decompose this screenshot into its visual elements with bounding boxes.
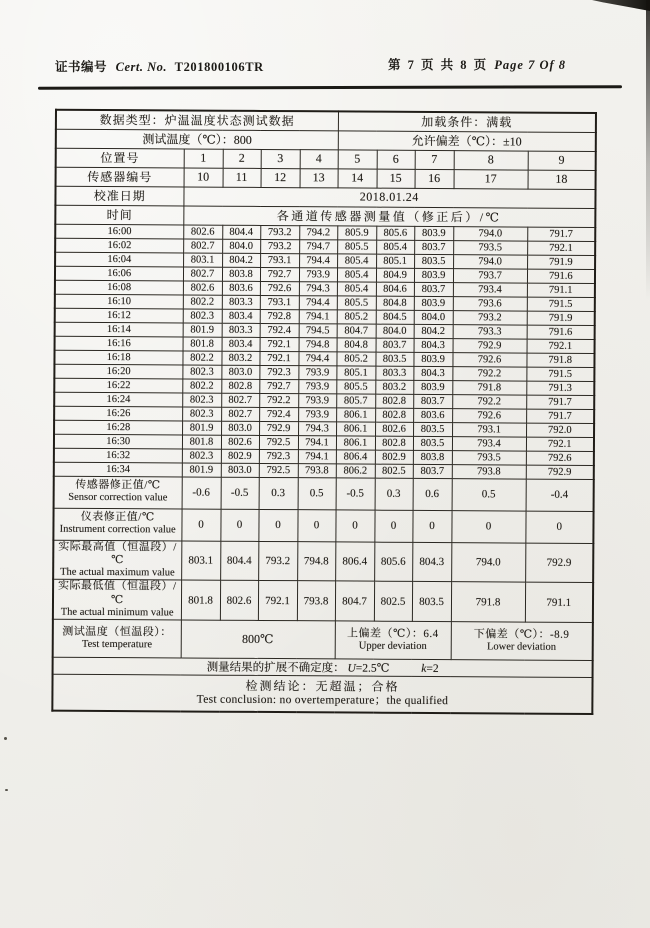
conclusion-cell bbox=[52, 675, 592, 714]
reading-value-cell: 793.8 bbox=[298, 463, 336, 477]
value-cell: 0 bbox=[297, 509, 335, 541]
reading-value-cell: 792.2 bbox=[452, 394, 526, 408]
reading-value-cell: 803.0 bbox=[221, 421, 259, 435]
reading-value-cell: 802.9 bbox=[375, 450, 413, 464]
reading-value-cell: 803.1 bbox=[183, 252, 222, 266]
reading-value-cell: 791.9 bbox=[527, 255, 595, 269]
value-cell: 794.8 bbox=[297, 541, 335, 581]
reading-value-cell: 791.3 bbox=[526, 381, 594, 395]
actual-maximum-zh: 实际最高值（恒温段）/℃ bbox=[58, 540, 177, 566]
time-cell: 16:30 bbox=[54, 434, 182, 449]
value-cell: 0 bbox=[335, 509, 374, 541]
value-cell: 791.8 bbox=[451, 582, 525, 622]
reading-value-cell: 803.0 bbox=[221, 463, 259, 477]
actual-maximum-label bbox=[53, 540, 181, 581]
reading-value-cell: 804.9 bbox=[376, 268, 414, 282]
reading-value-cell: 804.3 bbox=[413, 366, 452, 380]
reading-value-cell: 802.9 bbox=[221, 449, 259, 463]
reading-value-cell: 792.4 bbox=[259, 407, 298, 421]
value-cell: 794.0 bbox=[451, 542, 525, 582]
reading-value-cell: 793.1 bbox=[260, 253, 299, 267]
reading-value-cell: 801.9 bbox=[182, 420, 221, 434]
value-cell: -0.5 bbox=[336, 477, 375, 509]
reading-value-cell: 802.5 bbox=[375, 464, 413, 478]
value-cell: 7 bbox=[415, 150, 454, 169]
row-actual-minimum bbox=[53, 580, 593, 623]
value-cell: 0.3 bbox=[259, 477, 298, 509]
reading-value-cell: 802.8 bbox=[375, 408, 413, 422]
reading-value-cell: 792.8 bbox=[260, 309, 299, 323]
reading-value-cell: 792.9 bbox=[259, 421, 298, 435]
time-cell: 16:34 bbox=[54, 462, 182, 477]
test-temp-zh: 测试温度（恒温段）： bbox=[62, 625, 172, 639]
upper-deviation-en: Upper deviation bbox=[358, 640, 427, 653]
reading-value-cell: 793.1 bbox=[452, 422, 526, 436]
reading-value-cell: 803.5 bbox=[413, 422, 452, 436]
reading-value-cell: 792.5 bbox=[259, 463, 298, 477]
reading-value-cell: 802.8 bbox=[221, 379, 259, 393]
actual-minimum-en: The actual minimum value bbox=[60, 606, 174, 619]
reading-value-cell: 802.6 bbox=[183, 224, 222, 238]
reading-value-cell: 805.5 bbox=[336, 379, 375, 393]
reading-value-cell: 803.9 bbox=[414, 296, 453, 310]
reading-value-cell: 794.5 bbox=[299, 323, 337, 337]
row-test-temp-deviation bbox=[53, 620, 593, 661]
reading-value-cell: 791.7 bbox=[526, 409, 594, 423]
cert-number: T201800106TR bbox=[174, 60, 264, 74]
upper-deviation-zh: 上偏差（℃）：6.4 bbox=[347, 627, 439, 641]
reading-value-cell: 793.1 bbox=[260, 295, 299, 309]
reading-value-cell: 792.1 bbox=[527, 339, 595, 353]
reading-value-cell: 793.2 bbox=[260, 225, 299, 239]
reading-value-cell: 791.8 bbox=[526, 353, 594, 367]
value-cell: 0.5 bbox=[452, 478, 526, 510]
reading-value-cell: 793.9 bbox=[298, 379, 336, 393]
reading-value-cell: 792.6 bbox=[452, 352, 526, 366]
sensor-correction-label bbox=[54, 476, 182, 509]
reading-value-cell: 793.7 bbox=[453, 268, 527, 282]
reading-value-cell: 792.5 bbox=[259, 435, 298, 449]
page-number-line bbox=[388, 55, 566, 73]
sensor-correction-en: Sensor correction value bbox=[68, 492, 168, 504]
sensor-correction-zh: 传感器修正值/℃ bbox=[75, 478, 161, 492]
actual-maximum-en: The actual maximum value bbox=[60, 566, 175, 579]
time-cell: 16:20 bbox=[54, 364, 182, 379]
reading-value-cell: 801.8 bbox=[182, 434, 221, 448]
reading-value-cell: 791.8 bbox=[452, 380, 526, 394]
uncertainty-k-symbol: k bbox=[421, 663, 427, 676]
value-cell: 8 bbox=[454, 150, 528, 169]
value-cell: 6 bbox=[377, 150, 415, 169]
value-cell: 804.3 bbox=[412, 542, 451, 582]
page-info-en: Page 7 Of 8 bbox=[494, 58, 567, 72]
reading-value-cell: 803.7 bbox=[414, 282, 453, 296]
reading-value-cell: 804.0 bbox=[222, 239, 260, 253]
reading-value-cell: 802.7 bbox=[221, 407, 259, 421]
reading-value-cell: 794.3 bbox=[298, 421, 336, 435]
reading-value-cell: 793.9 bbox=[299, 267, 337, 281]
reading-value-cell: 805.4 bbox=[337, 253, 376, 267]
row-sensor-correction bbox=[54, 476, 594, 511]
test-temp-label bbox=[53, 620, 181, 659]
value-cell: 804.4 bbox=[220, 541, 258, 581]
lower-deviation-cell bbox=[451, 622, 593, 661]
reading-value-cell: 805.5 bbox=[337, 295, 376, 309]
value-cell: 793.8 bbox=[297, 581, 335, 621]
scan-speck bbox=[5, 789, 8, 791]
reading-value-cell: 806.2 bbox=[336, 463, 375, 477]
value-cell: 803.5 bbox=[412, 582, 451, 622]
reading-value-cell: 805.4 bbox=[337, 281, 376, 295]
test-temp-value-cell: 800℃ bbox=[181, 620, 335, 659]
reading-value-cell: 805.2 bbox=[336, 351, 375, 365]
reading-value-cell: 804.2 bbox=[222, 253, 260, 267]
reading-value-cell: 802.2 bbox=[182, 378, 221, 392]
time-cell: 16:10 bbox=[55, 294, 183, 309]
value-cell: 3 bbox=[261, 149, 300, 168]
value-cell: 1 bbox=[184, 148, 223, 167]
reading-value-cell: 802.8 bbox=[375, 394, 413, 408]
instrument-correction-zh: 仪表修正值/℃ bbox=[80, 510, 155, 524]
reading-value-cell: 793.5 bbox=[453, 240, 527, 254]
reading-value-cell: 803.9 bbox=[413, 352, 452, 366]
scan-edge-shadow bbox=[646, 0, 650, 300]
row-conclusion bbox=[52, 675, 592, 714]
reading-value-cell: 792.3 bbox=[259, 365, 298, 379]
reading-value-cell: 802.7 bbox=[221, 393, 259, 407]
time-cell: 16:04 bbox=[55, 252, 183, 267]
value-cell: 803.1 bbox=[181, 540, 220, 580]
reading-value-cell: 792.7 bbox=[260, 267, 299, 281]
value-cell: 792.1 bbox=[258, 581, 297, 621]
instrument-correction-en: Instrument correction value bbox=[59, 524, 176, 536]
time-cell: 16:16 bbox=[55, 336, 183, 351]
row-actual-maximum bbox=[53, 540, 593, 583]
reading-value-cell: 802.6 bbox=[221, 435, 259, 449]
reading-value-cell: 792.1 bbox=[260, 337, 299, 351]
reading-value-cell: 803.9 bbox=[414, 226, 453, 240]
value-cell: 805.6 bbox=[374, 542, 412, 582]
value-cell: 804.7 bbox=[335, 581, 374, 621]
actual-minimum-zh: 实际最低值（恒温段）/℃ bbox=[58, 580, 177, 606]
reading-value-cell: 794.0 bbox=[453, 254, 527, 268]
load-condition-cell: 加载条件：满载 bbox=[338, 111, 596, 132]
reading-value-cell: 804.4 bbox=[222, 225, 260, 239]
reading-value-cell: 794.1 bbox=[298, 435, 336, 449]
reading-value-cell: 793.9 bbox=[298, 365, 336, 379]
value-cell: 802.6 bbox=[220, 581, 258, 621]
reading-value-cell: 803.3 bbox=[222, 295, 260, 309]
value-cell: 0 bbox=[220, 509, 258, 541]
value-cell: 0 bbox=[181, 508, 220, 540]
actual-minimum-label bbox=[53, 580, 181, 621]
reading-value-cell: 792.9 bbox=[526, 465, 594, 479]
reading-value-cell: 802.6 bbox=[375, 422, 413, 436]
reading-value-cell: 792.6 bbox=[526, 451, 594, 465]
lower-deviation-en: Lower deviation bbox=[486, 641, 557, 653]
reading-value-cell: 802.7 bbox=[183, 266, 222, 280]
reading-value-cell: 804.2 bbox=[414, 324, 453, 338]
reading-value-cell: 802.8 bbox=[375, 436, 413, 450]
reading-value-cell: 792.6 bbox=[260, 281, 299, 295]
reading-value-cell: 792.1 bbox=[526, 437, 594, 451]
reading-value-cell: 804.8 bbox=[376, 296, 414, 310]
reading-value-cell: 804.6 bbox=[376, 282, 414, 296]
test-data-table-wrap bbox=[51, 109, 597, 715]
reading-value-cell: 803.7 bbox=[414, 240, 453, 254]
sensor-label-cell: 传感器编号 bbox=[56, 167, 184, 187]
time-cell: 16:12 bbox=[55, 308, 183, 323]
reading-value-cell: 793.3 bbox=[453, 324, 527, 338]
value-cell: 18 bbox=[528, 170, 596, 189]
reading-value-cell: 804.0 bbox=[376, 324, 414, 338]
value-cell: -0.6 bbox=[182, 476, 221, 508]
reading-value-cell: 791.7 bbox=[526, 395, 594, 409]
test-temperature-cell: 测试温度（℃）：800 bbox=[56, 129, 338, 150]
reading-value-cell: 805.6 bbox=[376, 226, 414, 240]
time-label-cell: 时间 bbox=[55, 205, 183, 225]
reading-value-cell: 791.9 bbox=[527, 311, 595, 325]
reading-value-cell: 803.7 bbox=[376, 338, 414, 352]
reading-value-cell: 792.9 bbox=[453, 338, 527, 352]
reading-value-cell: 803.2 bbox=[221, 351, 259, 365]
reading-value-cell: 792.4 bbox=[260, 323, 299, 337]
reading-value-cell: 802.3 bbox=[183, 308, 222, 322]
value-cell: 0 bbox=[374, 510, 412, 542]
reading-value-cell: 803.3 bbox=[375, 366, 413, 380]
uncertainty-k-value: =2 bbox=[426, 663, 439, 676]
reading-value-cell: 792.2 bbox=[259, 393, 298, 407]
value-cell: 10 bbox=[184, 167, 223, 186]
cert-label-zh: 证书编号 bbox=[55, 60, 108, 74]
reading-value-cell: 803.9 bbox=[414, 268, 453, 282]
reading-value-cell: 793.5 bbox=[452, 450, 526, 464]
time-cell: 16:26 bbox=[54, 406, 182, 421]
uncertainty-u-symbol: U bbox=[347, 662, 356, 675]
header-rule bbox=[38, 85, 622, 89]
reading-value-cell: 802.7 bbox=[183, 238, 222, 252]
time-cell: 16:02 bbox=[55, 238, 183, 253]
value-cell: 12 bbox=[261, 168, 300, 187]
reading-value-cell: 792.3 bbox=[259, 449, 298, 463]
cert-label-en: Cert. No. bbox=[115, 60, 168, 74]
reading-value-cell: 801.9 bbox=[182, 462, 221, 476]
test-temp-en: Test temperature bbox=[81, 639, 153, 651]
reading-value-cell: 792.1 bbox=[527, 241, 595, 255]
reading-value-cell: 803.2 bbox=[375, 380, 413, 394]
reading-value-cell: 802.3 bbox=[182, 448, 221, 462]
reading-value-cell: 793.2 bbox=[260, 239, 299, 253]
reading-value-cell: 792.6 bbox=[452, 408, 526, 422]
reading-value-cell: 792.2 bbox=[452, 366, 526, 380]
reading-value-cell: 804.5 bbox=[376, 310, 414, 324]
reading-value-cell: 806.1 bbox=[336, 407, 375, 421]
reading-value-cell: 802.2 bbox=[182, 350, 221, 364]
uncertainty-prefix: 测量结果的扩展不确定度： bbox=[206, 662, 345, 675]
reading-value-cell: 805.5 bbox=[337, 239, 376, 253]
row-instrument-correction bbox=[53, 508, 593, 543]
value-cell: -0.5 bbox=[221, 477, 259, 509]
reading-value-cell: 803.3 bbox=[222, 323, 260, 337]
reading-value-cell: 794.1 bbox=[299, 309, 337, 323]
reading-value-cell: 805.9 bbox=[337, 225, 376, 239]
value-cell: 0 bbox=[258, 509, 297, 541]
time-cell: 16:06 bbox=[55, 266, 183, 281]
reading-value-cell: 793.6 bbox=[453, 296, 527, 310]
reading-value-cell: 794.4 bbox=[299, 295, 337, 309]
position-label-cell: 位置号 bbox=[56, 148, 184, 168]
value-cell: 801.8 bbox=[181, 580, 220, 620]
reading-value-cell: 803.0 bbox=[221, 365, 259, 379]
test-data-table bbox=[51, 109, 597, 715]
reading-value-cell: 793.9 bbox=[298, 393, 336, 407]
reading-value-cell: 803.4 bbox=[222, 337, 260, 351]
time-cell: 16:18 bbox=[54, 350, 182, 365]
reading-value-cell: 794.2 bbox=[299, 225, 337, 239]
reading-value-cell: 803.5 bbox=[375, 352, 413, 366]
reading-value-cell: 794.7 bbox=[299, 239, 337, 253]
reading-value-cell: 802.3 bbox=[182, 364, 221, 378]
reading-value-cell: 803.7 bbox=[413, 394, 452, 408]
readings-body bbox=[54, 224, 596, 479]
reading-value-cell: 804.7 bbox=[337, 323, 376, 337]
data-type-cell: 数据类型：炉温温度状态测试数据 bbox=[56, 110, 338, 131]
reading-value-cell: 791.5 bbox=[526, 367, 594, 381]
time-cell: 16:08 bbox=[55, 280, 183, 295]
value-cell: 0.5 bbox=[298, 477, 336, 509]
reading-value-cell: 805.1 bbox=[336, 365, 375, 379]
conclusion-zh: 检测结论：无超温；合格 bbox=[245, 679, 400, 695]
time-cell: 16:28 bbox=[54, 420, 182, 435]
scan-speck bbox=[4, 737, 7, 740]
reading-value-cell: 803.8 bbox=[222, 267, 260, 281]
reading-value-cell: 791.1 bbox=[527, 283, 595, 297]
reading-value-cell: 793.4 bbox=[453, 282, 527, 296]
time-cell: 16:00 bbox=[55, 224, 183, 239]
reading-value-cell: 792.7 bbox=[259, 379, 298, 393]
reading-value-cell: 803.7 bbox=[413, 464, 452, 478]
value-cell: 0 bbox=[412, 510, 451, 542]
value-cell: 9 bbox=[528, 151, 596, 170]
reading-value-cell: 801.9 bbox=[183, 322, 222, 336]
value-cell: 806.4 bbox=[335, 541, 374, 581]
reading-value-cell: 804.0 bbox=[414, 310, 453, 324]
reading-value-cell: 791.5 bbox=[527, 297, 595, 311]
value-cell: 802.5 bbox=[374, 582, 412, 622]
time-cell: 16:32 bbox=[54, 448, 182, 463]
calibration-date-cell: 2018.01.24 bbox=[183, 186, 595, 208]
scan-corner-shadow bbox=[592, 0, 650, 11]
value-cell: 792.9 bbox=[525, 543, 593, 583]
reading-value-cell: 806.1 bbox=[336, 435, 375, 449]
reading-value-cell: 793.4 bbox=[452, 436, 526, 450]
value-cell: 11 bbox=[223, 168, 261, 187]
reading-value-cell: 801.8 bbox=[183, 336, 222, 350]
time-cell: 16:14 bbox=[55, 322, 183, 337]
reading-value-cell: 805.7 bbox=[336, 393, 375, 407]
page-info-zh: 第 7 页 共 8 页 bbox=[388, 58, 489, 72]
reading-value-cell: 804.3 bbox=[414, 338, 453, 352]
reading-value-cell: 803.9 bbox=[413, 380, 452, 394]
reading-value-cell: 802.2 bbox=[183, 294, 222, 308]
reading-value-cell: 803.6 bbox=[413, 408, 452, 422]
value-cell: 0 bbox=[525, 511, 593, 543]
value-cell: 2 bbox=[223, 149, 261, 168]
value-cell: -0.4 bbox=[526, 479, 594, 511]
reading-value-cell: 803.6 bbox=[222, 281, 260, 295]
channels-header-cell: 各通道传感器测量值（修正后）/℃ bbox=[183, 205, 595, 227]
lower-deviation-zh: 下偏差（℃）：-8.9 bbox=[473, 628, 570, 641]
value-cell: 14 bbox=[338, 168, 377, 187]
reading-value-cell: 802.6 bbox=[183, 280, 222, 294]
reading-value-cell: 803.5 bbox=[413, 436, 452, 450]
reading-value-cell: 802.3 bbox=[182, 406, 221, 420]
allowed-deviation-cell: 允许偏差（℃）：±10 bbox=[338, 130, 596, 151]
reading-value-cell: 794.0 bbox=[453, 226, 527, 240]
value-cell: 5 bbox=[338, 149, 377, 168]
time-cell: 16:24 bbox=[54, 392, 182, 407]
reading-value-cell: 791.6 bbox=[527, 325, 595, 339]
reading-value-cell: 792.1 bbox=[259, 351, 298, 365]
reading-value-cell: 793.9 bbox=[298, 407, 336, 421]
reading-value-cell: 793.2 bbox=[453, 310, 527, 324]
reading-value-cell: 794.8 bbox=[299, 337, 337, 351]
reading-value-cell: 802.3 bbox=[182, 392, 221, 406]
upper-deviation-cell bbox=[335, 621, 451, 660]
reading-value-cell: 794.4 bbox=[298, 351, 336, 365]
reading-value-cell: 794.3 bbox=[299, 281, 337, 295]
reading-value-cell: 803.5 bbox=[414, 254, 453, 268]
reading-value-cell: 794.1 bbox=[298, 449, 336, 463]
value-cell: 16 bbox=[415, 169, 454, 188]
instrument-correction-label bbox=[53, 508, 181, 541]
reading-value-cell: 804.8 bbox=[337, 337, 376, 351]
reading-value-cell: 791.7 bbox=[527, 227, 595, 241]
value-cell: 0 bbox=[451, 510, 525, 542]
value-cell: 15 bbox=[377, 169, 415, 188]
reading-value-cell: 803.4 bbox=[222, 309, 260, 323]
reading-value-cell: 793.8 bbox=[452, 464, 526, 478]
conclusion-en: Test conclusion: no overtemperature；the qualified bbox=[196, 693, 449, 708]
value-cell: 0.6 bbox=[413, 478, 452, 510]
reading-value-cell: 806.4 bbox=[336, 449, 375, 463]
certificate-number-line bbox=[55, 57, 264, 75]
reading-value-cell: 805.4 bbox=[337, 267, 376, 281]
reading-value-cell: 805.2 bbox=[337, 309, 376, 323]
reading-value-cell: 805.1 bbox=[376, 254, 414, 268]
value-cell: 793.2 bbox=[258, 541, 297, 581]
reading-value-cell: 791.6 bbox=[527, 269, 595, 283]
value-cell: 791.1 bbox=[525, 583, 593, 623]
reading-value-cell: 806.1 bbox=[336, 421, 375, 435]
reading-value-cell: 805.4 bbox=[376, 240, 414, 254]
calibration-label-cell: 校准日期 bbox=[55, 186, 183, 206]
value-cell: 4 bbox=[300, 149, 338, 168]
uncertainty-u-value: =2.5℃ bbox=[355, 662, 390, 676]
value-cell: 17 bbox=[454, 169, 528, 188]
value-cell: 0.3 bbox=[375, 478, 413, 510]
reading-value-cell: 794.4 bbox=[299, 253, 337, 267]
reading-value-cell: 792.0 bbox=[526, 423, 594, 437]
value-cell: 13 bbox=[300, 168, 338, 187]
reading-value-cell: 803.8 bbox=[413, 450, 452, 464]
time-cell: 16:22 bbox=[54, 378, 182, 393]
